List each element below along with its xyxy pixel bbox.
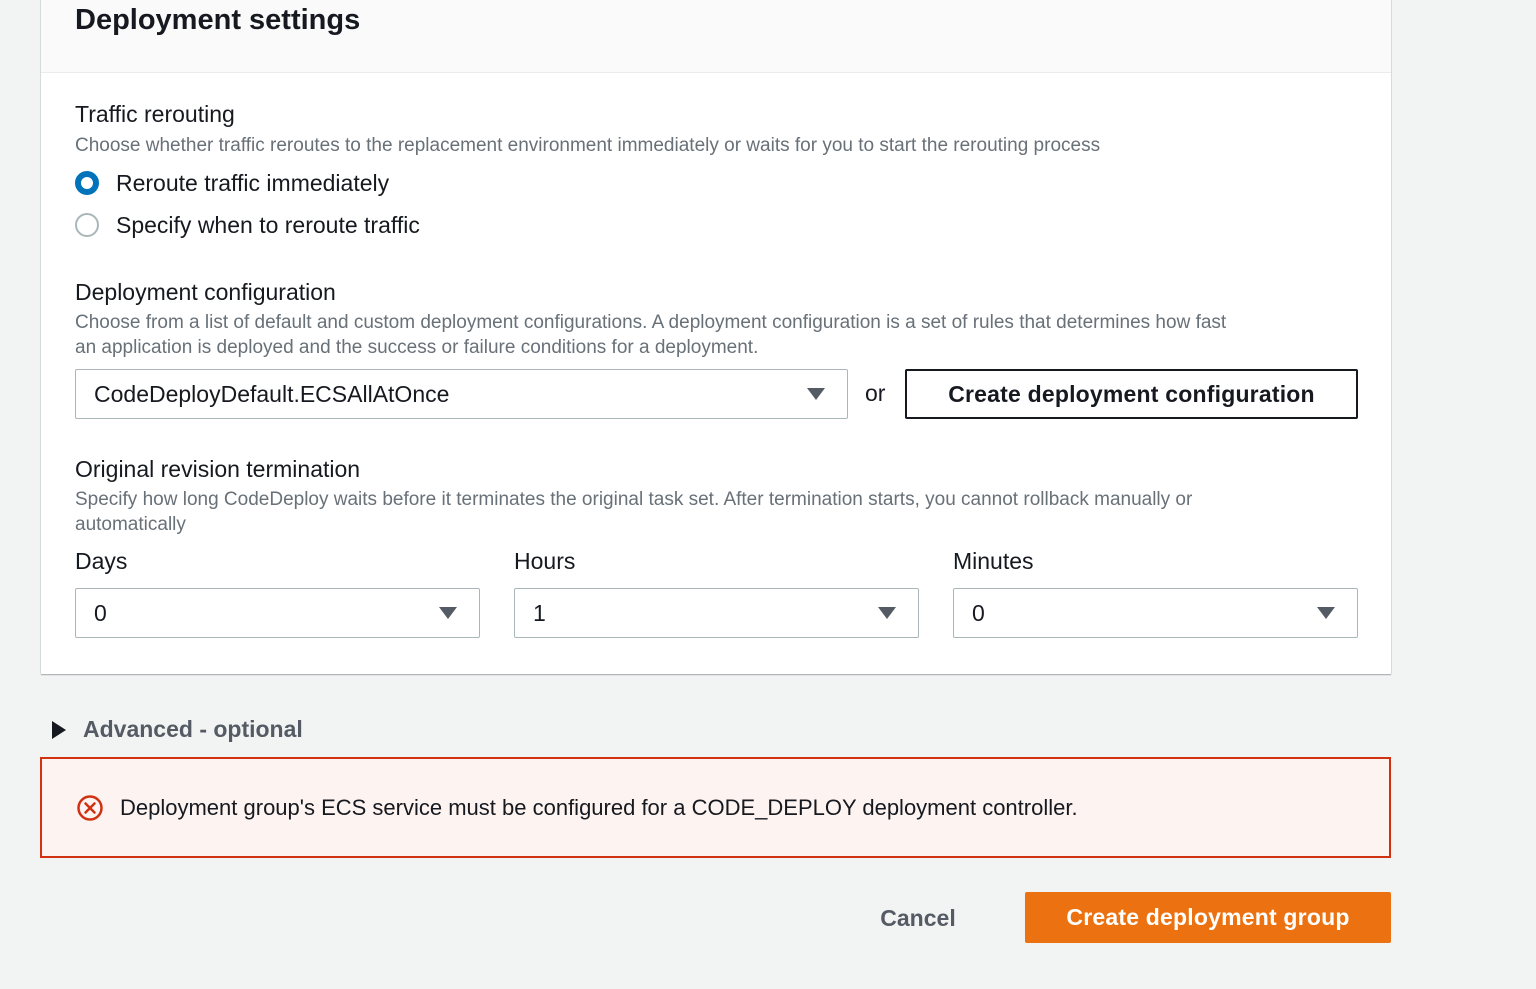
radio-label: Specify when to reroute traffic	[116, 211, 420, 238]
days-label: Days	[75, 548, 128, 574]
deployment-configuration-label: Deployment configuration	[75, 279, 336, 305]
panel-header	[41, 0, 1391, 73]
hours-label: Hours	[514, 548, 576, 574]
error-message: Deployment group's ECS service must be configured for a CODE_DEPLOY deployment controller.	[120, 794, 1078, 820]
radio-button-checked-icon[interactable]	[75, 171, 99, 195]
original-revision-termination-description-1: Specify how long CodeDeploy waits before it terminates the original task set. After termination starts, you cannot rollback manually or	[75, 489, 1193, 510]
caret-right-icon	[52, 721, 66, 739]
days-select[interactable]	[75, 588, 480, 638]
panel-title: Deployment settings	[75, 4, 361, 36]
or-text: or	[865, 380, 886, 406]
deployment-configuration-description-1: Choose from a list of default and custom deployment configurations. A deployment configuration is a set of rules that determines how fast	[75, 312, 1227, 333]
cancel-button[interactable]: Cancel	[866, 893, 970, 943]
caret-down-icon	[1317, 607, 1335, 619]
select-value: CodeDeployDefault.ECSAllAtOnce	[94, 380, 450, 407]
deployment-settings-panel	[40, 0, 1392, 674]
radio-reroute-immediately[interactable]	[75, 168, 389, 198]
hours-select[interactable]	[514, 588, 919, 638]
deployment-configuration-select[interactable]	[75, 369, 848, 419]
advanced-optional-expander[interactable]	[52, 716, 303, 743]
select-value: 0	[972, 599, 985, 626]
traffic-rerouting-label: Traffic rerouting	[75, 101, 235, 127]
deployment-configuration-description-2: an application is deployed and the success or failure conditions for a deployment.	[75, 337, 759, 358]
radio-button-unchecked-icon[interactable]	[75, 213, 99, 237]
error-icon	[76, 794, 104, 822]
caret-down-icon	[439, 607, 457, 619]
original-revision-termination-label: Original revision termination	[75, 456, 361, 482]
original-revision-termination-description-2: automatically	[75, 514, 186, 535]
create-deployment-group-button[interactable]: Create deployment group	[1025, 892, 1391, 943]
error-alert	[40, 757, 1391, 858]
create-deployment-configuration-button[interactable]: Create deployment configuration	[905, 369, 1358, 419]
caret-down-icon	[878, 607, 896, 619]
advanced-optional-label: Advanced - optional	[83, 716, 303, 742]
minutes-select[interactable]	[953, 588, 1358, 638]
radio-specify-when-to-reroute[interactable]	[75, 210, 420, 240]
radio-label: Reroute traffic immediately	[116, 169, 390, 196]
traffic-rerouting-description: Choose whether traffic reroutes to the replacement environment immediately or waits for you to start the rerouting process	[75, 135, 1101, 156]
minutes-label: Minutes	[953, 548, 1034, 574]
caret-down-icon	[807, 388, 825, 400]
select-value: 0	[94, 599, 107, 626]
select-value: 1	[533, 599, 546, 626]
